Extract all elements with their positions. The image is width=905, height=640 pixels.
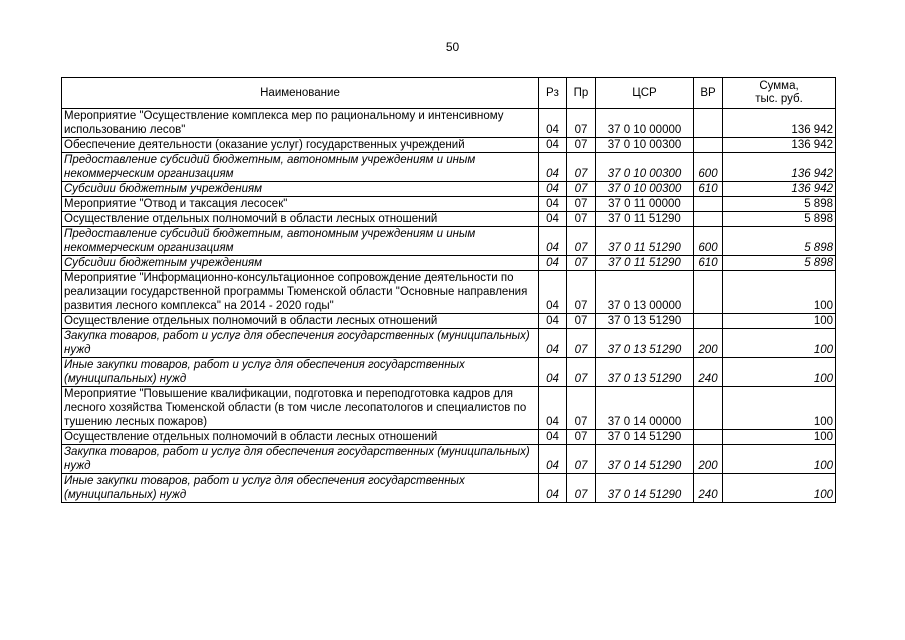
cell-name: Иные закупки товаров, работ и услуг для обеспечения государственных (муниципальных) нужд xyxy=(62,358,539,387)
cell-rz: 04 xyxy=(539,314,567,329)
cell-name: Предоставление субсидий бюджетным, автономным учреждениям и иным некоммерческим организациям xyxy=(62,227,539,256)
cell-pr: 07 xyxy=(567,474,596,503)
cell-csr: 37 0 11 51290 xyxy=(596,256,694,271)
cell-vr xyxy=(694,138,723,153)
cell-vr xyxy=(694,314,723,329)
cell-csr: 37 0 13 00000 xyxy=(596,271,694,314)
cell-rz: 04 xyxy=(539,182,567,197)
cell-name: Субсидии бюджетным учреждениям xyxy=(62,182,539,197)
cell-name: Мероприятие "Отвод и таксация лесосек" xyxy=(62,197,539,212)
header-rz: Рз xyxy=(539,78,567,109)
table-row xyxy=(62,197,836,212)
cell-name: Обеспечение деятельности (оказание услуг) государственных учреждений xyxy=(62,138,539,153)
cell-sum: 100 xyxy=(723,271,836,314)
cell-csr: 37 0 14 00000 xyxy=(596,387,694,430)
cell-rz: 04 xyxy=(539,153,567,182)
cell-rz: 04 xyxy=(539,387,567,430)
cell-csr: 37 0 10 00300 xyxy=(596,182,694,197)
cell-name: Мероприятие "Повышение квалификации, подготовка и переподготовка кадров для лесного хозяйства Тюменской области (в том числе лесопатологов и специалистов по тушению лесных пожаров) xyxy=(62,387,539,430)
table-row xyxy=(62,387,836,430)
cell-vr: 600 xyxy=(694,227,723,256)
cell-rz: 04 xyxy=(539,212,567,227)
cell-csr: 37 0 10 00000 xyxy=(596,109,694,138)
cell-pr: 07 xyxy=(567,271,596,314)
cell-vr xyxy=(694,271,723,314)
table-row xyxy=(62,271,836,314)
cell-name: Осуществление отдельных полномочий в области лесных отношений xyxy=(62,430,539,445)
cell-csr: 37 0 13 51290 xyxy=(596,314,694,329)
cell-pr: 07 xyxy=(567,430,596,445)
table-row xyxy=(62,212,836,227)
cell-sum: 136 942 xyxy=(723,153,836,182)
cell-sum: 5 898 xyxy=(723,256,836,271)
table-row xyxy=(62,329,836,358)
cell-rz: 04 xyxy=(539,138,567,153)
cell-name: Предоставление субсидий бюджетным, автономным учреждениям и иным некоммерческим организациям xyxy=(62,153,539,182)
cell-rz: 04 xyxy=(539,271,567,314)
cell-vr xyxy=(694,387,723,430)
cell-csr: 37 0 11 51290 xyxy=(596,212,694,227)
cell-name: Закупка товаров, работ и услуг для обеспечения государственных (муниципальных) нужд xyxy=(62,329,539,358)
cell-pr: 07 xyxy=(567,387,596,430)
cell-name: Осуществление отдельных полномочий в области лесных отношений xyxy=(62,212,539,227)
cell-vr xyxy=(694,197,723,212)
cell-sum: 100 xyxy=(723,358,836,387)
cell-pr: 07 xyxy=(567,197,596,212)
table-header-row xyxy=(62,78,836,109)
cell-name: Субсидии бюджетным учреждениям xyxy=(62,256,539,271)
cell-name: Мероприятие "Осуществление комплекса мер по рациональному и интенсивному использованию лесов" xyxy=(62,109,539,138)
cell-pr: 07 xyxy=(567,256,596,271)
cell-rz: 04 xyxy=(539,256,567,271)
table-row xyxy=(62,138,836,153)
cell-csr: 37 0 11 00000 xyxy=(596,197,694,212)
cell-pr: 07 xyxy=(567,445,596,474)
cell-sum: 136 942 xyxy=(723,109,836,138)
cell-rz: 04 xyxy=(539,445,567,474)
cell-vr: 240 xyxy=(694,358,723,387)
cell-pr: 07 xyxy=(567,314,596,329)
cell-pr: 07 xyxy=(567,138,596,153)
table-row xyxy=(62,430,836,445)
cell-vr: 610 xyxy=(694,182,723,197)
cell-csr: 37 0 10 00300 xyxy=(596,153,694,182)
cell-csr: 37 0 14 51290 xyxy=(596,474,694,503)
header-vr: ВР xyxy=(694,78,723,109)
cell-vr: 200 xyxy=(694,445,723,474)
cell-sum: 136 942 xyxy=(723,182,836,197)
cell-csr: 37 0 14 51290 xyxy=(596,445,694,474)
cell-rz: 04 xyxy=(539,197,567,212)
cell-pr: 07 xyxy=(567,182,596,197)
cell-vr xyxy=(694,109,723,138)
cell-pr: 07 xyxy=(567,329,596,358)
cell-sum: 5 898 xyxy=(723,227,836,256)
cell-vr: 600 xyxy=(694,153,723,182)
cell-name: Закупка товаров, работ и услуг для обеспечения государственных (муниципальных) нужд xyxy=(62,445,539,474)
cell-csr: 37 0 13 51290 xyxy=(596,358,694,387)
cell-pr: 07 xyxy=(567,109,596,138)
cell-rz: 04 xyxy=(539,227,567,256)
cell-rz: 04 xyxy=(539,474,567,503)
cell-rz: 04 xyxy=(539,329,567,358)
table-row xyxy=(62,445,836,474)
header-name: Наименование xyxy=(62,78,539,109)
table-row xyxy=(62,314,836,329)
cell-vr: 200 xyxy=(694,329,723,358)
table-row xyxy=(62,153,836,182)
cell-name: Иные закупки товаров, работ и услуг для обеспечения государственных (муниципальных) нужд xyxy=(62,474,539,503)
cell-csr: 37 0 14 51290 xyxy=(596,430,694,445)
cell-pr: 07 xyxy=(567,358,596,387)
cell-sum: 100 xyxy=(723,314,836,329)
table-row xyxy=(62,358,836,387)
table-body xyxy=(62,109,836,503)
cell-pr: 07 xyxy=(567,212,596,227)
cell-rz: 04 xyxy=(539,358,567,387)
cell-vr: 240 xyxy=(694,474,723,503)
cell-rz: 04 xyxy=(539,109,567,138)
cell-pr: 07 xyxy=(567,227,596,256)
cell-sum: 100 xyxy=(723,445,836,474)
cell-rz: 04 xyxy=(539,430,567,445)
page-number: 50 xyxy=(445,40,460,54)
header-csr: ЦСР xyxy=(596,78,694,109)
cell-sum: 100 xyxy=(723,329,836,358)
cell-sum: 100 xyxy=(723,474,836,503)
table-row xyxy=(62,474,836,503)
cell-vr: 610 xyxy=(694,256,723,271)
cell-csr: 37 0 10 00300 xyxy=(596,138,694,153)
cell-vr xyxy=(694,430,723,445)
cell-sum: 5 898 xyxy=(723,212,836,227)
cell-sum: 100 xyxy=(723,430,836,445)
table-row xyxy=(62,182,836,197)
header-sum: Сумма, тыс. руб. xyxy=(723,78,836,109)
cell-sum: 100 xyxy=(723,387,836,430)
table-row xyxy=(62,227,836,256)
cell-sum: 5 898 xyxy=(723,197,836,212)
cell-csr: 37 0 11 51290 xyxy=(596,227,694,256)
table-row xyxy=(62,256,836,271)
table-row xyxy=(62,109,836,138)
header-pr: Пр xyxy=(567,78,596,109)
cell-sum: 136 942 xyxy=(723,138,836,153)
cell-csr: 37 0 13 51290 xyxy=(596,329,694,358)
cell-name: Мероприятие "Информационно-консультационное сопровождение деятельности по реализации государственной программы Тюменской области "Основные направления развития лесного комплекса" на 2014 - 2020 годы" xyxy=(62,271,539,314)
cell-name: Осуществление отдельных полномочий в области лесных отношений xyxy=(62,314,539,329)
budget-table xyxy=(61,77,836,503)
cell-pr: 07 xyxy=(567,153,596,182)
cell-vr xyxy=(694,212,723,227)
